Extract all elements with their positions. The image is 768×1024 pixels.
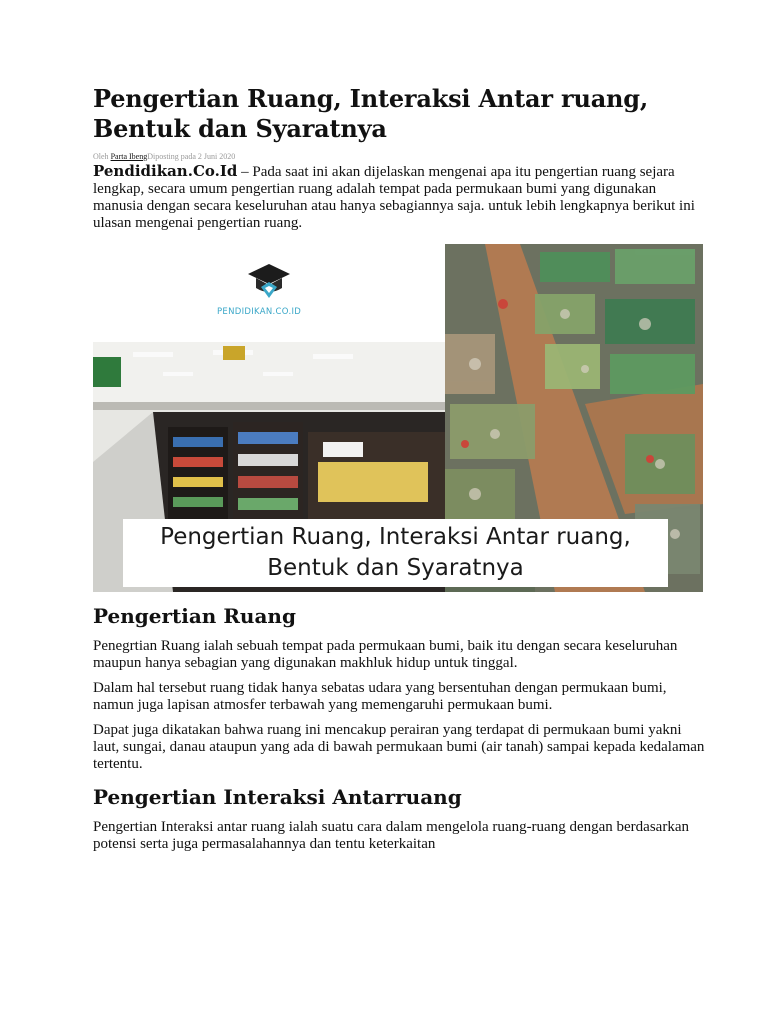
paragraph: Dalam hal tersebut ruang tidak hanya sebatas udara yang bersentuhan dengan permukaan bumi, namun juga lapisan atmosfer terbawah yang memengaruhi permukaan bumi. — [93, 680, 667, 713]
caption-line-1: Pengertian Ruang, Interaksi Antar ruang, — [160, 524, 631, 550]
section-heading-ruang: Pengertian Ruang — [93, 604, 296, 628]
post-meta — [93, 152, 705, 162]
logo-area — [93, 244, 445, 342]
lead-paragraph — [93, 163, 705, 232]
title-line-1: Pengertian Ruang, Interaksi Antar ruang, — [93, 84, 649, 113]
article — [93, 84, 705, 853]
meta-prefix: Oleh — [93, 152, 111, 161]
logo-text: PENDIDIKAN.CO.ID — [217, 307, 302, 317]
title-line-2: Bentuk dan Syaratnya — [93, 114, 387, 143]
paragraph: Penegrtian Ruang ialah sebuah tempat pada permukaan bumi, baik itu dengan secara keseluruhan maupun hanya sebagian yang digunakan makhluk hidup untuk tinggal. — [93, 638, 678, 671]
lead-brand: Pendidikan.Co.Id — [93, 162, 238, 180]
author-link[interactable]: Parta Ibeng — [110, 152, 148, 161]
lead-text: – Pada saat ini akan dijelaskan mengenai apa itu pengertian ruang sejara lengkap, secara umum pengertian ruang adalah tempat pada permukaan bumi yang digunakan manusia dengan secara keseluruhan atau hanya sebagiannya saja. untuk lebih lengkapnya berikut ini ulasan mengenai pengertian ruang. — [93, 164, 695, 231]
caption-line-2: Bentuk dan Syaratnya — [267, 555, 524, 581]
hero-image — [93, 244, 703, 592]
paragraph: Pengertian Interaksi antar ruang ialah suatu cara dalam mengelola ruang-ruang dengan berdasarkan potensi serta juga permasalahannya dan tentu keterkaitan — [93, 819, 689, 852]
section-heading-interaksi: Pengertian Interaksi Antarruang — [93, 785, 462, 809]
meta-posted: Diposting pada 2 Juni 2020 — [147, 152, 236, 161]
image-caption — [123, 519, 668, 587]
graduation-cap-icon — [246, 258, 292, 304]
paragraph: Dapat juga dikatakan bahwa ruang ini mencakup perairan yang terdapat di permukaan bumi yakni laut, sungai, danau ataupun yang ada di bawah permukaan bumi (air tanah) sampai kepada kedalaman tertentu. — [93, 722, 705, 772]
article-title — [93, 84, 705, 144]
